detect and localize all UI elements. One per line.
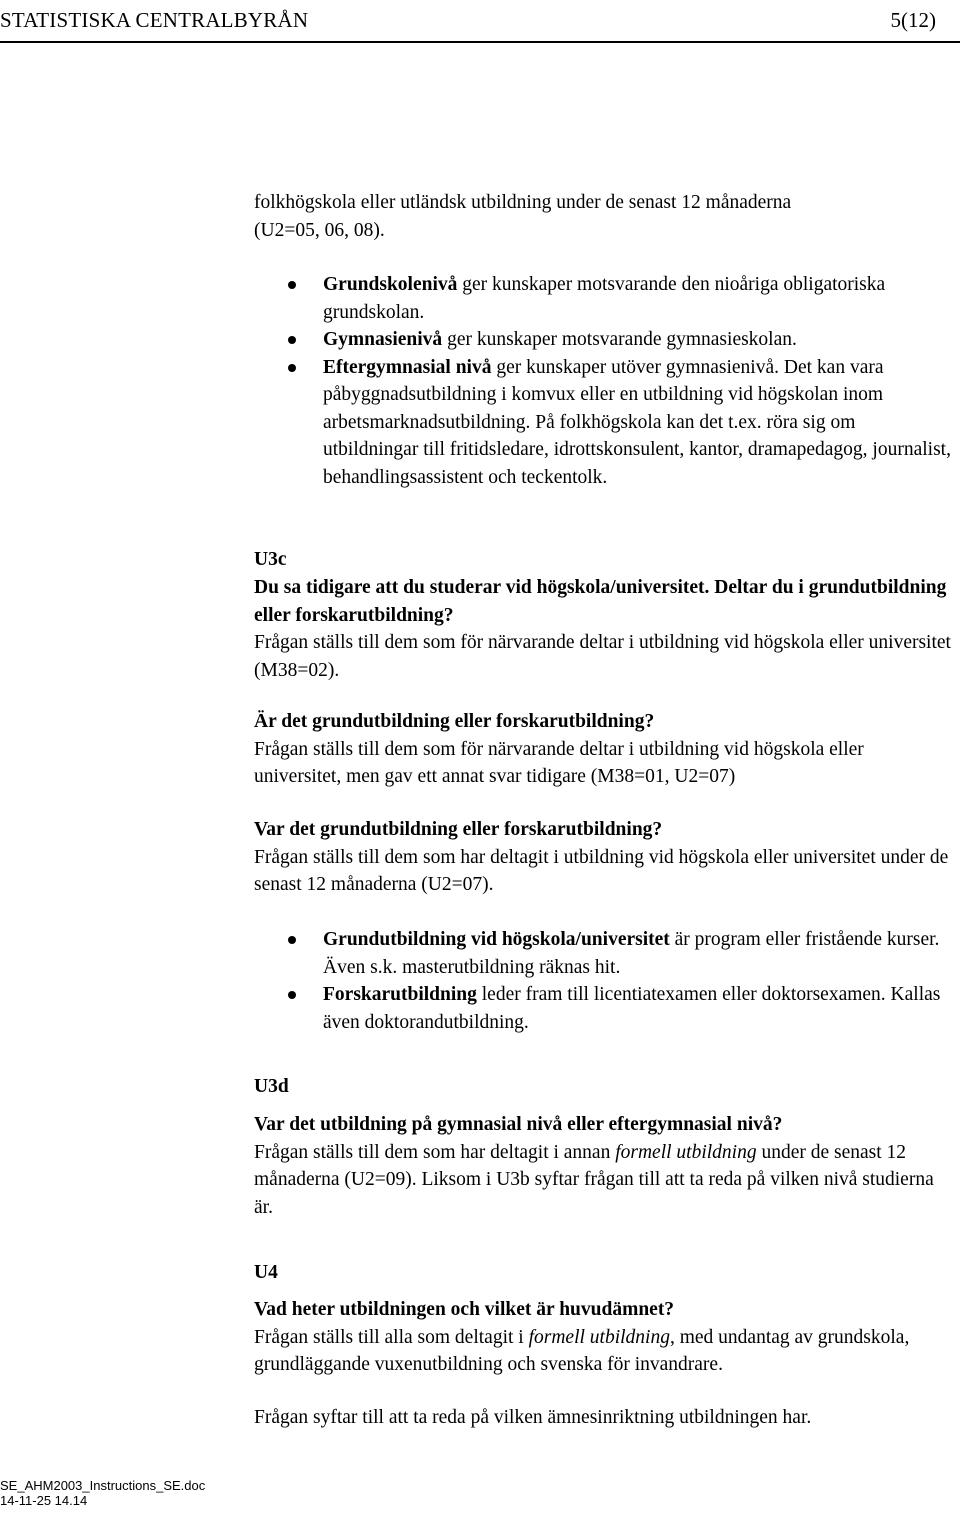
list-item: [254, 326, 954, 354]
u4-question: [254, 1296, 954, 1379]
list-item: [254, 981, 954, 1036]
question-description: Frågan ställs till dem som har deltagit i annan formell utbildning under de senast 12 månaderna (U2=09). Liksom i U3b syftar frågan till att ta reda på vilken nivå studierna är.: [254, 1141, 934, 1218]
bullet-icon: [288, 281, 296, 289]
term: Grundskolenivå: [323, 274, 458, 295]
list-item: [254, 354, 954, 492]
u3c-question-1: [254, 574, 954, 684]
university-level-list: [254, 926, 954, 1036]
bullet-icon: [288, 336, 296, 344]
header-rule: [0, 41, 960, 43]
section-label-u3c: U3c: [254, 549, 287, 570]
definition: ger kunskaper motsvarande den nioåriga obligatoriska grundskolan.: [323, 274, 886, 323]
bullet-icon: [288, 364, 296, 372]
definition: ger kunskaper motsvarande gymnasieskolan.: [442, 329, 797, 350]
term: Forskarutbildning: [323, 984, 477, 1005]
definition: är program eller fristående kurser. Även s.k. masterutbildning räknas hit.: [323, 929, 940, 978]
list-item: [254, 271, 954, 326]
section-label-u3d: U3d: [254, 1076, 289, 1097]
u3c-question-3: [254, 816, 954, 899]
term: Eftergymnasial nivå: [323, 356, 492, 378]
question-text: Du sa tidigare att du studerar vid högskola/universitet. Deltar du i grundutbildning eller forskarutbildning?: [254, 577, 947, 626]
intro-line-2: (U2=05, 06, 08).: [254, 219, 385, 241]
emphasis: formell utbildning: [528, 1326, 670, 1348]
u3d-question: [254, 1111, 954, 1221]
question-text: Är det grundutbildning eller forskarutbildning?: [254, 711, 655, 732]
question-text: Vad heter utbildningen och vilket är huvudämnet?: [254, 1299, 675, 1320]
question-description: Frågan ställs till dem som har deltagit i utbildning vid högskola eller universitet under de senast 12 månaderna (U2=07).: [254, 846, 949, 895]
question-text: Var det utbildning på gymnasial nivå eller eftergymnasial nivå?: [254, 1114, 783, 1135]
page-footer: [0, 1478, 205, 1508]
organization-name: STATISTISKA CENTRALBYRÅN: [0, 8, 309, 32]
definition: leder fram till licentiatexamen eller doktorsexamen. Kallas även doktorandutbildning.: [323, 984, 941, 1033]
file-date: 14-11-25 14.14: [0, 1493, 88, 1508]
term: Gymnasienivå: [323, 329, 443, 350]
question-text: Var det grundutbildning eller forskarutbildning?: [254, 819, 663, 840]
u3c-question-2: [254, 708, 954, 791]
bullet-icon: [288, 991, 296, 999]
question-description: Frågan ställs till alla som deltagit i formell utbildning, med undantag av grundskola, grundläggande vuxenutbildning och svenska för invandrare.: [254, 1326, 910, 1375]
term: Grundutbildning vid högskola/universitet: [323, 929, 670, 950]
question-description: Frågan ställs till dem som för närvarande deltar i utbildning vid högskola eller universitet (M38=02).: [254, 632, 951, 681]
u4-purpose: Frågan syftar till att ta reda på vilken ämnesinriktning utbildningen har.: [254, 1407, 812, 1428]
bullet-icon: [288, 936, 296, 944]
page-header: [0, 5, 960, 45]
definition: ger kunskaper utöver gymnasienivå. Det kan vara påbyggnadsutbildning i komvux eller en utbildning vid högskolan inom arbetsmarknadsutbildning. På folkhögskola kan det t.ex. röra sig om utbildningar till fritidsledare, idrottskonsulent, kantor, dramapedagog, journalist, behandlingsassistent och teckentolk.: [323, 356, 951, 488]
intro-line-1: folkhögskola eller utländsk utbildning under de senast 12 månaderna: [254, 192, 792, 213]
page-number: 5(12): [890, 8, 936, 32]
list-item: [254, 926, 954, 981]
intro-paragraph: [254, 189, 954, 244]
question-description: Frågan ställs till dem som för närvarande deltar i utbildning vid högskola eller universitet, men gav ett annat svar tidigare (M38=01, U2=07): [254, 738, 864, 787]
education-level-list: [254, 271, 954, 491]
file-name: SE_AHM2003_Instructions_SE.doc: [0, 1478, 206, 1493]
section-label-u4: U4: [254, 1262, 278, 1283]
emphasis: formell utbildning: [615, 1141, 757, 1163]
